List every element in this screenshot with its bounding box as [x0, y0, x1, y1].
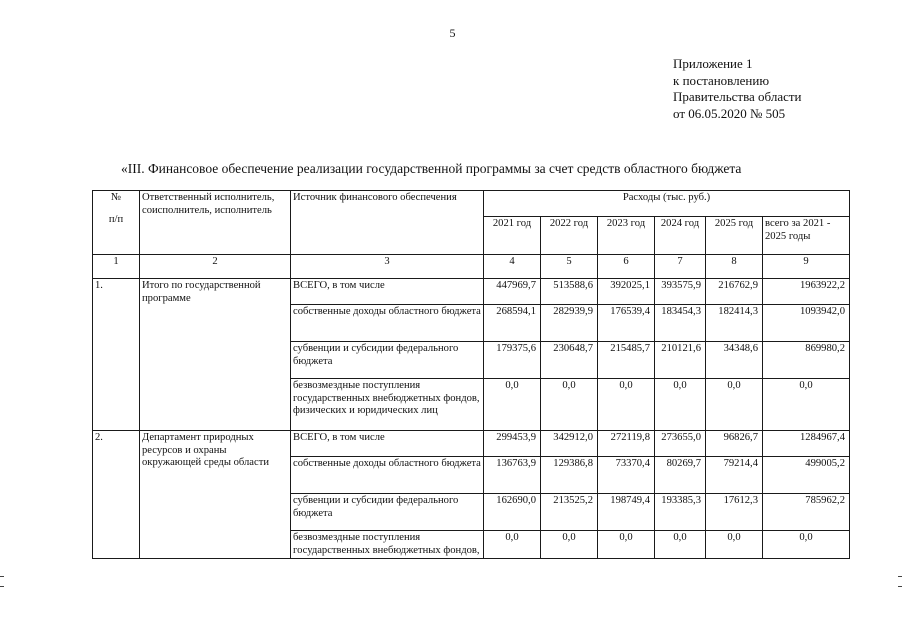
value-cell: 0,0: [706, 531, 763, 559]
value-cell: 0,0: [598, 531, 655, 559]
scan-mark: [898, 576, 902, 577]
appendix-line-2: к постановлению: [673, 72, 770, 88]
row-number: 2.: [93, 431, 140, 559]
value-cell: 0,0: [763, 531, 850, 559]
row-source: субвенции и субсидии федерального бюджета: [291, 494, 484, 531]
appendix-line-1: Приложение 1: [673, 56, 753, 71]
section-title: «III. Финансовое обеспечение реализации государственной программы за счет средств областного бюджета: [121, 161, 742, 176]
value-cell: 342912,0: [541, 431, 598, 457]
value-cell: 0,0: [541, 379, 598, 431]
value-cell: 1963922,2: [763, 279, 850, 305]
value-cell: 210121,6: [655, 342, 706, 379]
value-cell: 162690,0: [484, 494, 541, 531]
column-number: 4: [484, 255, 541, 279]
column-number: 3: [291, 255, 484, 279]
row-executor: Итого по государственной программе: [140, 279, 291, 431]
value-cell: 0,0: [541, 531, 598, 559]
value-cell: 183454,3: [655, 305, 706, 342]
value-cell: 0,0: [706, 379, 763, 431]
row-source: безвозмездные поступления государственных внебюджетных фондов, физических и юридических лиц: [291, 379, 484, 431]
value-cell: 176539,4: [598, 305, 655, 342]
header-total: всего за 2021 - 2025 годы: [763, 217, 850, 255]
value-cell: 129386,8: [541, 457, 598, 494]
header-number-top: №: [110, 192, 122, 203]
appendix-line-4: от 06.05.2020 № 505: [673, 105, 786, 121]
column-number: 2: [140, 255, 291, 279]
value-cell: 1284967,4: [763, 431, 850, 457]
value-cell: 273655,0: [655, 431, 706, 457]
value-cell: 392025,1: [598, 279, 655, 305]
value-cell: 0,0: [484, 531, 541, 559]
header-number-bottom: п/п: [108, 213, 124, 225]
header-year-2023: 2023 год: [598, 217, 655, 255]
row-source: ВСЕГО, в том числе: [291, 279, 484, 305]
value-cell: 272119,8: [598, 431, 655, 457]
value-cell: 0,0: [484, 379, 541, 431]
scan-mark: [898, 586, 902, 587]
value-cell: 499005,2: [763, 457, 850, 494]
value-cell: 0,0: [763, 379, 850, 431]
value-cell: 80269,7: [655, 457, 706, 494]
scan-mark: [0, 586, 4, 587]
header-source: Источник финансового обеспечения: [291, 191, 484, 255]
header-number-cell: [93, 191, 140, 255]
row-source: собственные доходы областного бюджета: [291, 457, 484, 494]
header-executor: Ответственный исполнитель, соисполнитель, исполнитель: [140, 191, 291, 255]
header-year-2024: 2024 год: [655, 217, 706, 255]
value-cell: 34348,6: [706, 342, 763, 379]
value-cell: 785962,2: [763, 494, 850, 531]
value-cell: 869980,2: [763, 342, 850, 379]
table-row: [93, 279, 850, 305]
value-cell: 216762,9: [706, 279, 763, 305]
column-number-row: [93, 255, 850, 279]
value-cell: 0,0: [598, 379, 655, 431]
value-cell: 79214,4: [706, 457, 763, 494]
value-cell: 17612,3: [706, 494, 763, 531]
value-cell: 179375,6: [484, 342, 541, 379]
value-cell: 268594,1: [484, 305, 541, 342]
column-number: 7: [655, 255, 706, 279]
value-cell: 393575,9: [655, 279, 706, 305]
column-number: 1: [93, 255, 140, 279]
value-cell: 193385,3: [655, 494, 706, 531]
row-source: ВСЕГО, в том числе: [291, 431, 484, 457]
value-cell: 96826,7: [706, 431, 763, 457]
budget-table: [92, 190, 850, 559]
header-year-2025: 2025 год: [706, 217, 763, 255]
row-source: собственные доходы областного бюджета: [291, 305, 484, 342]
value-cell: 215485,7: [598, 342, 655, 379]
appendix-line-3: Правительства области: [673, 89, 802, 104]
value-cell: 182414,3: [706, 305, 763, 342]
value-cell: 136763,9: [484, 457, 541, 494]
header-year-2022: 2022 год: [541, 217, 598, 255]
value-cell: 230648,7: [541, 342, 598, 379]
value-cell: 213525,2: [541, 494, 598, 531]
appendix-block: [673, 56, 802, 122]
column-number: 9: [763, 255, 850, 279]
row-executor: Департамент природных ресурсов и охраны окружающей среды области: [140, 431, 291, 559]
value-cell: 73370,4: [598, 457, 655, 494]
header-year-2021: 2021 год: [484, 217, 541, 255]
column-number: 8: [706, 255, 763, 279]
value-cell: 447969,7: [484, 279, 541, 305]
column-number: 6: [598, 255, 655, 279]
value-cell: 299453,9: [484, 431, 541, 457]
value-cell: 513588,6: [541, 279, 598, 305]
scan-mark: [0, 576, 4, 577]
value-cell: 282939,9: [541, 305, 598, 342]
page-number: 5: [449, 26, 456, 40]
header-expenses: Расходы (тыс. руб.): [484, 191, 850, 217]
row-number: 1.: [93, 279, 140, 431]
value-cell: 1093942,0: [763, 305, 850, 342]
row-source: безвозмездные поступления государственных внебюджетных фондов,: [291, 531, 484, 559]
value-cell: 0,0: [655, 531, 706, 559]
value-cell: 198749,4: [598, 494, 655, 531]
value-cell: 0,0: [655, 379, 706, 431]
row-source: субвенции и субсидии федерального бюджета: [291, 342, 484, 379]
table-row: [93, 431, 850, 457]
column-number: 5: [541, 255, 598, 279]
